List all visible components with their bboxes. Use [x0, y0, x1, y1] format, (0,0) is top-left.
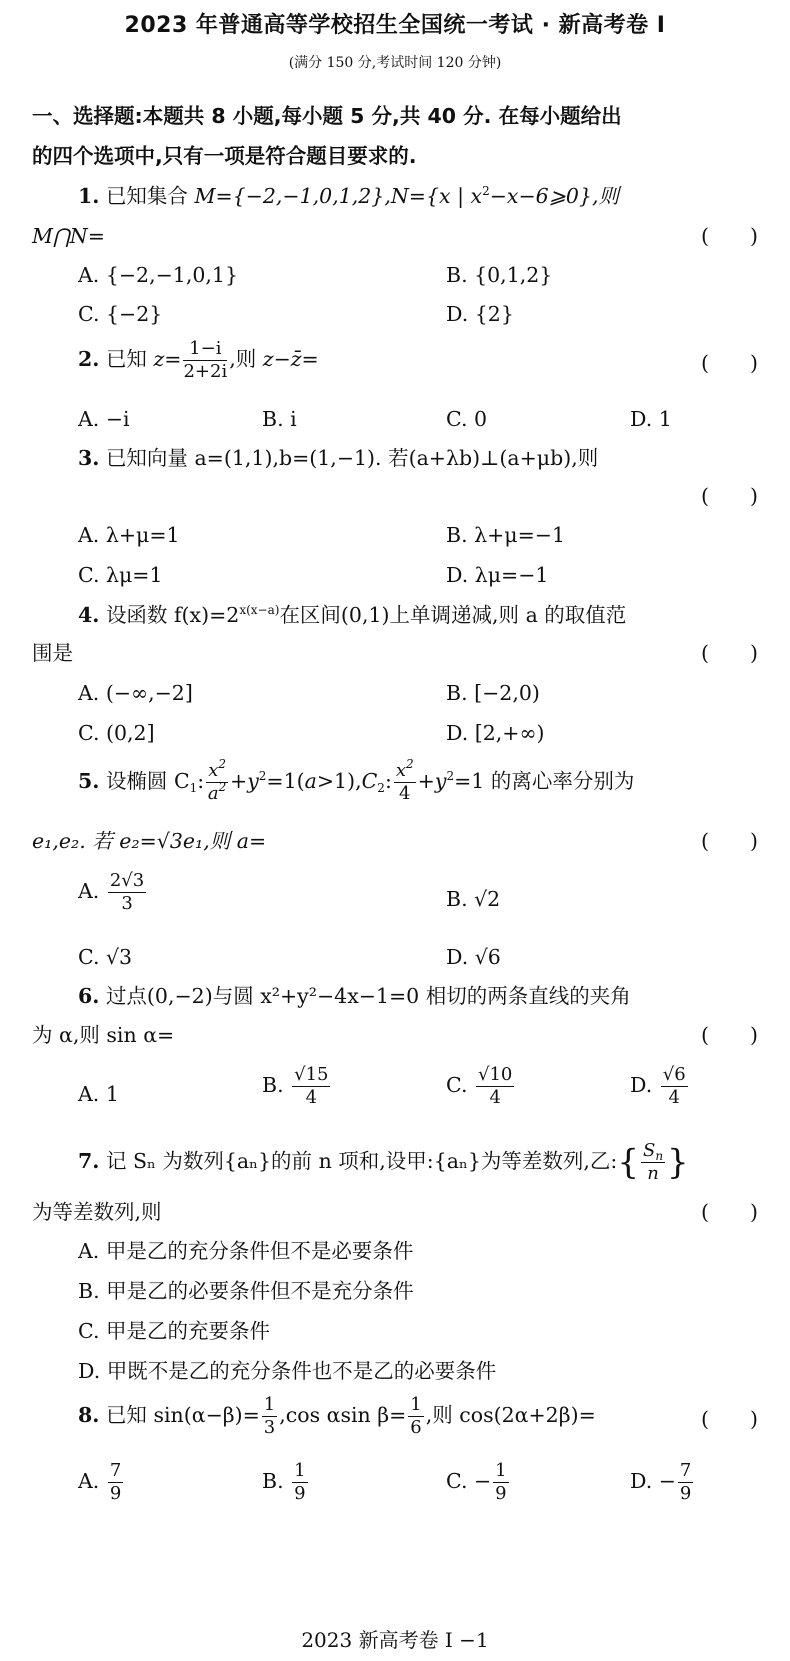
question-4-stem-cont: 围是 ( ) [32, 638, 758, 668]
q6-option-b: B. $\frac{√15}{4}$ [262, 1064, 329, 1108]
q3-option-c: C. λμ=1 [78, 563, 163, 587]
q7-option-b: B. 甲是乙的必要条件但不是充分条件 [78, 1279, 414, 1303]
question-7-stem-cont: 为等差数列,则 ( ) [32, 1197, 758, 1227]
q3-option-b: B. λ+μ=−1 [446, 523, 565, 547]
q8-option-d: D. − $\frac{7}{9}$ [630, 1460, 692, 1504]
q6-option-d: D. $\frac{√6}{4}$ [630, 1064, 686, 1108]
answer-paren: ( ) [701, 641, 758, 665]
answer-paren: ( ) [701, 224, 758, 248]
q5-option-c: C. √3 [78, 945, 133, 969]
q3-option-a: A. λ+μ=1 [78, 523, 180, 547]
question-4-stem: 4. 设函数 $f(x)=2^{x(x-a)}$在区间(0,1)上单调递减,则 a 的取值范 [78, 603, 627, 627]
q5-option-d: D. √6 [446, 945, 501, 969]
q1-option-c: C. {−2} [78, 302, 163, 326]
q8-option-a: A. $\frac{7}{9}$ [78, 1460, 122, 1504]
section-heading-line1: 一、选择题:本题共 8 小题,每小题 5 分,共 40 分. 在每小题给出 [32, 104, 622, 128]
question-2-stem: 2. 已知 z= $\frac{1-i}{2+2i}$ ,则 z−z̄= ( ) [78, 338, 758, 382]
answer-paren: ( ) [701, 829, 758, 853]
page-subtitle: (满分 150 分,考试时间 120 分钟) [288, 55, 502, 71]
q6-option-c: C. $\frac{√10}{4}$ [446, 1064, 513, 1108]
q8-option-c: C. − $\frac{1}{9}$ [446, 1460, 507, 1504]
question-5-stem-cont: e₁,e₂. 若 e₂=√3e₁,则 a= ( ) [32, 826, 758, 856]
q1-option-b: B. {0,1,2} [446, 263, 553, 287]
q4-option-b: B. [−2,0) [446, 681, 540, 705]
q2-option-d: D. 1 [630, 407, 672, 431]
section-heading-line2: 的四个选项中,只有一项是符合题目要求的. [32, 144, 417, 168]
q5-option-a: A. $\frac{2√3}{3}$ [78, 870, 145, 914]
answer-paren: ( ) [701, 1407, 758, 1431]
q2-option-b: B. i [262, 407, 297, 431]
q8-option-b: B. $\frac{1}{9}$ [262, 1460, 306, 1504]
answer-paren: ( ) [701, 484, 758, 508]
q1-option-d: D. {2} [446, 302, 514, 326]
q7-option-c: C. 甲是乙的充要条件 [78, 1319, 270, 1343]
page-footer: 2023 新高考卷 Ⅰ −1 [301, 1628, 489, 1652]
answer-paren: ( ) [701, 1200, 758, 1224]
question-7-stem: 7. 记 Sₙ 为数列{aₙ}的前 n 项和,设甲:{aₙ}为等差数列,乙:{ $\frac{S_n}{n}$ } [78, 1140, 689, 1184]
q2-option-c: C. 0 [446, 407, 488, 431]
page-title: 2023 年普通高等学校招生全国统一考试 · 新高考卷 Ⅰ [124, 13, 666, 38]
q3-option-d: D. λμ=−1 [446, 563, 549, 587]
answer-paren: ( ) [701, 1023, 758, 1047]
q2-option-a: A. −i [78, 407, 130, 431]
question-5-stem: 5. 设椭圆 $C_1$: $\frac{x^2}{a^2}$ $+y^2=1(a>1),C_2$: $\frac{x^2}{4}$ $+y^2=1$ 的离心率分别为 [78, 757, 635, 804]
question-1-stem: 1. 已知集合 M={−2,−1,0,1,2},N={x | $x^2-x-6⩾0$},则 [78, 184, 619, 208]
question-6-stem: 6. 过点(0,−2)与圆 x²+y²−4x−1=0 相切的两条直线的夹角 [78, 984, 631, 1008]
answer-paren: ( ) [701, 351, 758, 375]
q4-option-a: A. (−∞,−2] [78, 681, 193, 705]
q7-option-d: D. 甲既不是乙的充分条件也不是乙的必要条件 [78, 1359, 497, 1383]
q6-option-a: A. 1 [78, 1082, 119, 1106]
question-6-stem-cont: 为 α,则 sin α= ( ) [32, 1020, 758, 1050]
q2-fraction: $\frac{1-i}{2+2i}$ [183, 338, 228, 382]
q4-option-d: D. [2,+∞) [446, 721, 545, 745]
q7-option-a: A. 甲是乙的充分条件但不是必要条件 [78, 1239, 414, 1263]
question-3-stem: 3. 已知向量 a=(1,1),b=(1,−1). 若(a+λb)⊥(a+μb),则 [78, 446, 599, 470]
q4-option-c: C. (0,2] [78, 721, 155, 745]
q5-option-b: B. √2 [446, 887, 501, 911]
question-1-stem-cont: M⋂N= ( ) [32, 221, 758, 251]
question-8-stem: 8. 已知 sin(α−β)= $\frac{1}{3}$ ,cos αsin β= $\frac{1}{6}$ ,则 cos(2α+2β)= ( ) [78, 1394, 758, 1438]
q1-option-a: A. {−2,−1,0,1} [78, 263, 238, 287]
